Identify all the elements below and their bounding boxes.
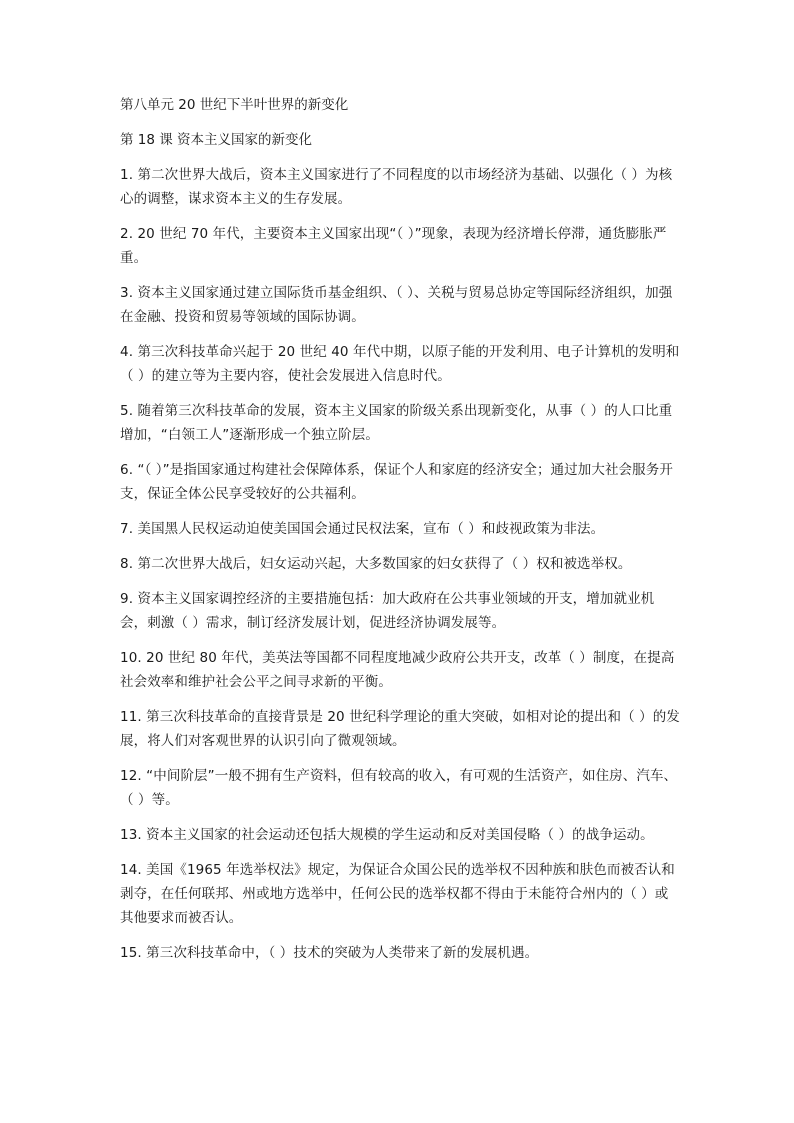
- document-page: [120, 93, 680, 976]
- question-item-5: 5. 随着第三次科技革命的发展，资本主义国家的阶级关系出现新变化，从事（ ）的人口比重增加，“白领工人”逐渐形成一个独立阶层。: [120, 403, 673, 443]
- question-item-11: 11. 第三次科技革命的直接背景是 20 世纪科学理论的重大突破，如相对论的提出和（ ）的发展，将人们对客观世界的认识引向了微观领域。: [120, 709, 680, 749]
- question-item-7: 7. 美国黑人民权运动迫使美国国会通过民权法案，宣布（ ）和歧视政策为非法。: [120, 521, 605, 537]
- question-item-13: 13. 资本主义国家的社会运动还包括大规模的学生运动和反对美国侵略（ ）的战争运动。: [120, 827, 654, 843]
- lesson-title: 第 18 课 资本主义国家的新变化: [120, 132, 313, 148]
- question-item-1: 1. 第二次世界大战后，资本主义国家进行了不同程度的以市场经济为基础、以强化（ ）为核心的调整，谋求资本主义的生存发展。: [120, 167, 673, 207]
- question-item-6: 6. “（ ）”是指国家通过构建社会保障体系，保证个人和家庭的经济安全；通过加大社会服务开支，保证全体公民享受较好的公共福利。: [120, 462, 673, 502]
- question-item-2: 2. 20 世纪 70 年代，主要资本主义国家出现“（ ）”现象，表现为经济增长停滞，通货膨胀严重。: [120, 226, 667, 266]
- question-item-4: 4. 第三次科技革命兴起于 20 世纪 40 年代中期，以原子能的开发利用、电子计算机的发明和（ ）的建立等为主要内容，使社会发展进入信息时代。: [120, 344, 680, 384]
- question-item-12: 12. “中间阶层”一般不拥有生产资料，但有较高的收入，有可观的生活资产，如住房、汽车、（ ）等。: [120, 768, 678, 808]
- unit-title: 第八单元 20 世纪下半叶世界的新变化: [120, 97, 349, 113]
- question-item-3: 3. 资本主义国家通过建立国际货币基金组织、（ ）、关税与贸易总协定等国际经济组织，加强在金融、投资和贸易等领域的国际协调。: [120, 285, 673, 325]
- question-item-14: 14. 美国《1965 年选举权法》规定，为保证合众国公民的选举权不因种族和肤色而被否认和剥夺，在任何联邦、州或地方选举中，任何公民的选举权都不得由于未能符合州内的（ ）或其他要求而被否认。: [120, 862, 675, 926]
- question-item-15: 15. 第三次科技革命中，（ ）技术的突破为人类带来了新的发展机遇。: [120, 945, 539, 961]
- question-item-10: 10. 20 世纪 80 年代，美英法等国都不同程度地减少政府公共开支，改革（ ）制度，在提高社会效率和维护社会公平之间寻求新的平衡。: [120, 650, 675, 690]
- question-item-8: 8. 第二次世界大战后，妇女运动兴起，大多数国家的妇女获得了（ ）权和被选举权。: [120, 556, 632, 572]
- question-item-9: 9. 资本主义国家调控经济的主要措施包括：加大政府在公共事业领域的开支，增加就业机会，刺激（ ）需求，制订经济发展计划，促进经济协调发展等。: [120, 591, 655, 631]
